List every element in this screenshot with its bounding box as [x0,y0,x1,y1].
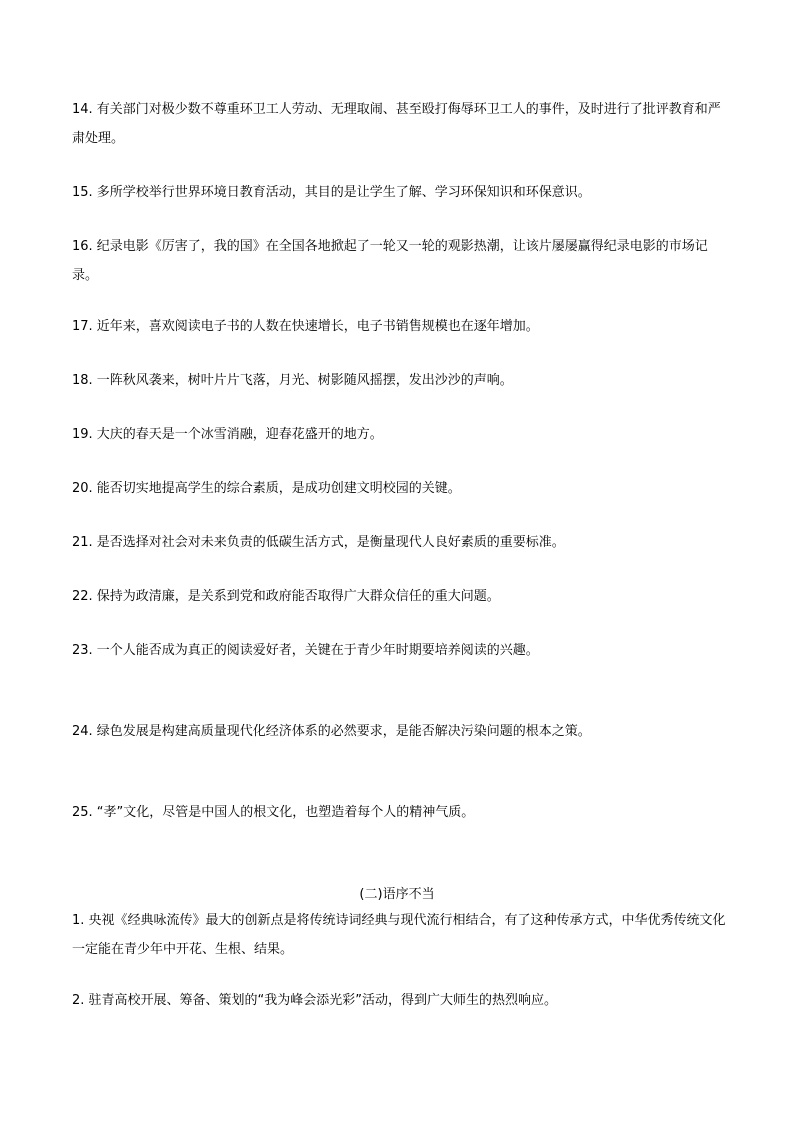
item-19: 19. 大庆的春天是一个冰雪消融，迎春花盛开的地方。 [72,427,383,442]
section-title: (二)语序不当 [359,887,435,902]
item-word-order-1: 1. 央视《经典咏流传》最大的创新点是将传统诗词经典与现代流行相结合，有了这种传承方式，中华优秀传统文化一定能在青少年中开花、生根、结果。 [72,913,726,957]
item-21: 21. 是否选择对社会对未来负责的低碳生活方式，是衡量现代人良好素质的重要标准。 [72,535,565,550]
item-25: 25. “孝”文化，尽管是中国人的根文化，也塑造着每个人的精神气质。 [72,805,475,820]
item-14: 14. 有关部门对极少数不尊重环卫工人劳动、无理取闹、甚至殴打侮辱环卫工人的事件，及时进行了批评教育和严肃处理。 [72,102,721,146]
item-24: 24. 绿色发展是构建高质量现代化经济体系的必然要求，是能否解决污染问题的根本之策。 [72,724,591,739]
item-20: 20. 能否切实地提高学生的综合素质，是成功创建文明校园的关键。 [72,481,461,496]
item-18: 18. 一阵秋风袭来，树叶片片飞落，月光、树影随风摇摆，发出沙沙的声响。 [72,373,513,388]
item-23: 23. 一个人能否成为真正的阅读爱好者，关键在于青少年时期要培养阅读的兴趣。 [72,643,539,658]
item-16: 16. 纪录电影《厉害了，我的国》在全国各地掀起了一轮又一轮的观影热潮，让该片屡屡赢得纪录电影的市场记录。 [72,239,708,283]
item-15: 15. 多所学校举行世界环境日教育活动，其目的是让学生了解、学习环保知识和环保意识。 [72,185,591,200]
item-22: 22. 保持为政清廉，是关系到党和政府能否取得广大群众信任的重大问题。 [72,589,500,604]
item-17: 17. 近年来，喜欢阅读电子书的人数在快速增长，电子书销售规模也在逐年增加。 [72,319,539,334]
item-word-order-2: 2. 驻青高校开展、筹备、策划的“我为峰会添光彩”活动，得到广大师生的热烈响应。 [72,993,558,1008]
